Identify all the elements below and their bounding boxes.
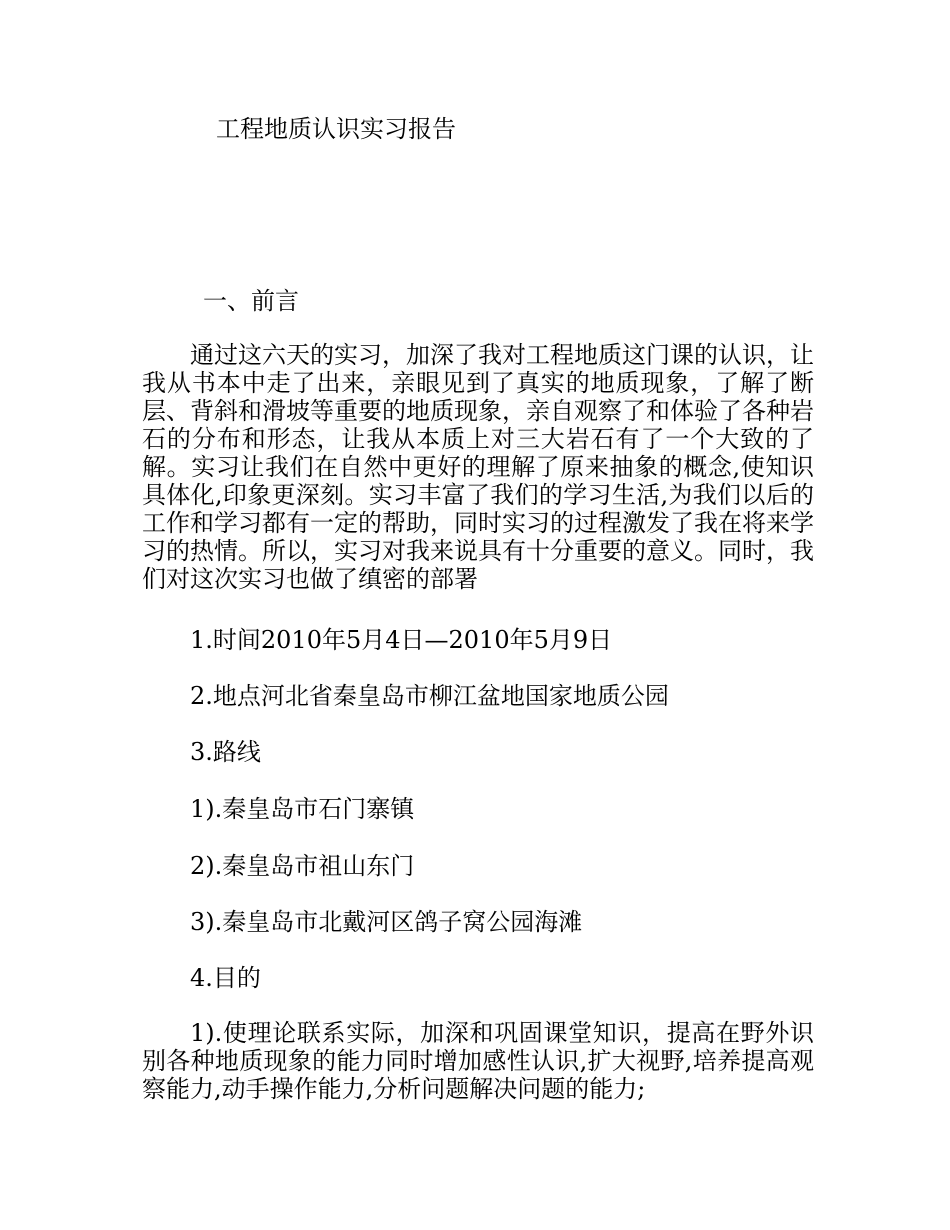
section-heading-preface: 一、前言 [203, 287, 299, 315]
route-item-3: 3).秦皇岛市北戴河区鸽子窝公园海滩 [190, 908, 583, 936]
item-purpose-heading: 4.目的 [190, 964, 261, 992]
route-item-2: 2).秦皇岛市祖山东门 [190, 852, 415, 880]
document-title: 工程地质认识实习报告 [216, 115, 456, 143]
purpose-item-1: 1).使理论联系实际，加深和巩固课堂知识，提高在野外识别各种地质现象的能力同时增加感性认识,扩大视野,培养提高观察能力,动手操作能力,分析问题解决问题的能力; [142, 1019, 814, 1103]
route-item-1: 1).秦皇岛市石门寨镇 [190, 795, 415, 823]
item-time: 1.时间2010年5月4日—2010年5月9日 [190, 626, 613, 654]
intro-paragraph: 通过这六天的实习，加深了我对工程地质这门课的认识，让我从书本中走了出来，亲眼见到了真实的地质现象，了解了断层、背斜和滑坡等重要的地质现象，亲自观察了和体验了各种岩石的分布和形态，让我从本质上对三大岩石有了一个大致的了解。实习让我们在自然中更好的理解了原来抽象的概念,使知识具体化,印象更深刻。实习丰富了我们的学习生活,为我们以后的工作和学习都有一定的帮助，同时实习的过程激发了我在将来学习的热情。所以，实习对我来说具有十分重要的意义。同时，我们对这次实习也做了缜密的部署 [142, 341, 814, 593]
item-route-heading: 3.路线 [190, 738, 261, 766]
item-place: 2.地点河北省秦皇岛市柳江盆地国家地质公园 [190, 682, 669, 710]
